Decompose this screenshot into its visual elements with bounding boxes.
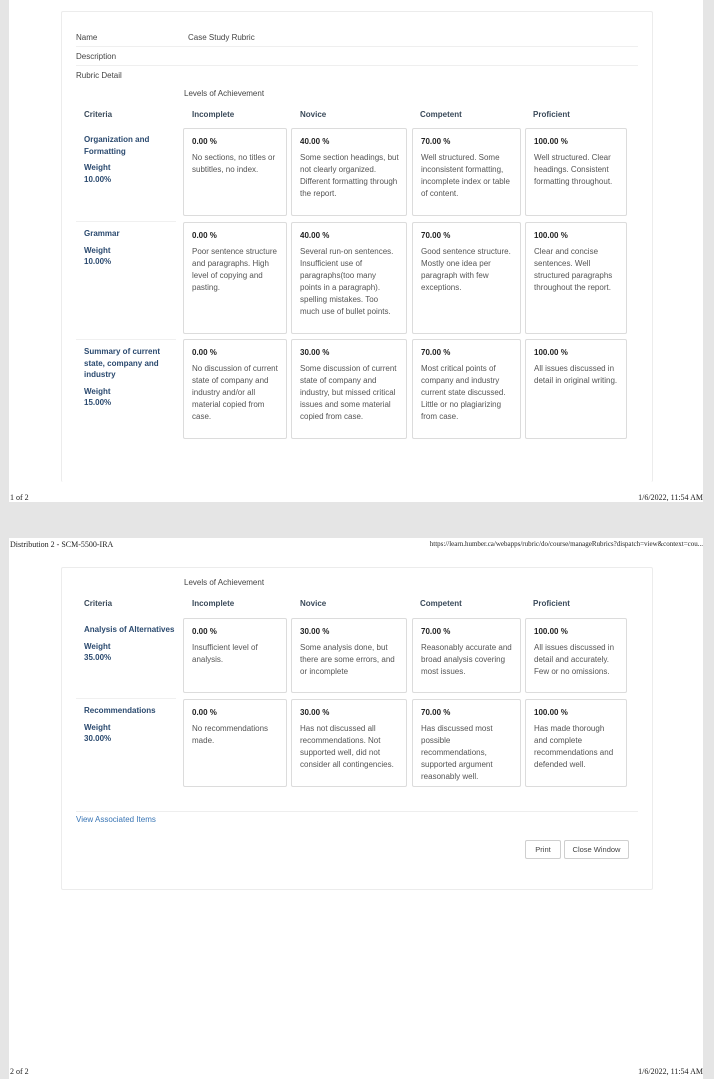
criterion-name: Organization and Formatting (84, 135, 150, 156)
cell-percent: 100.00 % (534, 137, 568, 146)
cell-description: Insufficient level of analysis. (192, 643, 258, 664)
close-window-button[interactable]: Close Window (564, 840, 629, 859)
header-proficient: Proficient (533, 110, 570, 119)
print-header-url: https://learn.humber.ca/webapps/rubric/do/course/manageRubrics?dispatch=view&context=cou... (429, 540, 703, 548)
print-button[interactable]: Print (525, 840, 561, 859)
weight-label: Weight (84, 386, 111, 396)
cell-percent: 30.00 % (300, 627, 330, 636)
rubric-cell (525, 339, 627, 439)
print-page-1 (9, 0, 703, 502)
rubric-cell (291, 618, 407, 693)
meta-label: Name (76, 33, 98, 42)
weight-label: Weight (84, 163, 111, 172)
view-associated-items-link[interactable]: View Associated Items (76, 815, 156, 824)
levels-of-achievement-label: Levels of Achievement (184, 578, 265, 587)
cell-percent: 70.00 % (421, 137, 451, 146)
cell-description: All issues discussed in detail and accurately. Few or no omissions. (534, 643, 615, 676)
rubric-cell (525, 128, 627, 216)
rubric-cell (183, 618, 287, 693)
meta-label: Description (76, 52, 117, 61)
weight-value: 35.00% (84, 653, 112, 662)
rubric-name: Case Study Rubric (188, 33, 255, 42)
cell-percent: 0.00 % (192, 348, 217, 357)
cell-percent: 100.00 % (534, 348, 568, 357)
cell-description: Several run-on sentences. Insufficient use of paragraphs(too many points in a paragraph). spelling mistakes. Too much use of bullet points. (300, 247, 394, 316)
rubric-cell (412, 222, 521, 334)
rubric-cell (412, 339, 521, 439)
cell-percent: 70.00 % (421, 348, 451, 357)
cell-description: Good sentence structure. Mostly one idea per paragraph with few exceptions. (421, 247, 511, 292)
row-divider (76, 339, 176, 340)
rubric-cell (412, 699, 521, 787)
weight-label: Weight (84, 245, 111, 255)
page-number: 1 of 2 (10, 493, 29, 502)
rubric-cell (183, 699, 287, 787)
cell-percent: 70.00 % (421, 231, 451, 240)
levels-of-achievement-label: Levels of Achievement (184, 89, 265, 98)
cell-percent: 40.00 % (300, 137, 330, 146)
cell-percent: 70.00 % (421, 627, 451, 636)
weight-value: 10.00% (84, 174, 112, 184)
cell-description: Most critical points of company and industry current state discussed. Little or no plagiarizing from case. (421, 364, 506, 421)
meta-row-description (76, 47, 638, 66)
cell-description: No recommendations made. (192, 724, 269, 745)
cell-percent: 0.00 % (192, 137, 217, 146)
rubric-cell (525, 699, 627, 787)
cell-percent: 30.00 % (300, 708, 330, 717)
rubric-cell (412, 618, 521, 693)
rubric-cell (183, 128, 287, 216)
weight-value: 10.00% (84, 257, 112, 266)
cell-description: Has discussed most possible recommendations, supported argument reasonably well. (421, 724, 493, 781)
rubric-cell (183, 222, 287, 334)
meta-label: Rubric Detail (76, 71, 122, 80)
weight-value: 15.00% (84, 398, 112, 407)
cell-description: Some discussion of current state of company and industry, but missed critical issues and some material copied from case. (300, 364, 397, 421)
cell-description: Reasonably accurate and broad analysis covering most issues. (421, 643, 512, 676)
page-number: 2 of 2 (10, 1067, 29, 1076)
cell-description: No sections, no titles or subtitles, no index. (192, 153, 276, 174)
print-page-2 (9, 538, 703, 1079)
header-competent: Competent (420, 110, 462, 119)
rubric-card (61, 11, 653, 482)
cell-description: No discussion of current state of company and industry and/or all material copied from case. (192, 364, 278, 421)
cell-description: Well structured. Clear headings. Consistent formatting throughout. (534, 153, 613, 186)
weight-label: Weight (84, 641, 111, 651)
cell-percent: 40.00 % (300, 231, 330, 240)
criterion-name: Grammar (84, 229, 120, 238)
cell-percent: 0.00 % (192, 708, 217, 717)
meta-row-name (76, 28, 638, 47)
rubric-cell (525, 618, 627, 693)
rubric-cell (291, 128, 407, 216)
criterion-name: Analysis of Alternatives (84, 625, 175, 634)
cell-percent: 100.00 % (534, 708, 568, 717)
print-timestamp: 1/6/2022, 11:54 AM (638, 1067, 703, 1076)
print-timestamp: 1/6/2022, 11:54 AM (638, 493, 703, 502)
criterion-grammar (84, 228, 176, 268)
rubric-cell (525, 222, 627, 334)
cell-percent: 70.00 % (421, 708, 451, 717)
cell-description: Poor sentence structure and paragraphs. High level of copying and pasting. (192, 247, 277, 292)
cell-description: Has not discussed all recommendations. Not supported well, did not consider all contingencies. (300, 724, 394, 769)
weight-label: Weight (84, 722, 111, 732)
divider (76, 811, 638, 812)
rubric-card (61, 567, 653, 890)
header-incomplete: Incomplete (192, 599, 235, 608)
criterion-summary (84, 346, 176, 409)
header-criteria: Criteria (84, 110, 113, 119)
header-proficient: Proficient (533, 599, 570, 608)
cell-description: Some analysis done, but there are some errors, and or incomplete (300, 643, 395, 676)
header-novice: Novice (300, 599, 327, 608)
cell-percent: 100.00 % (534, 231, 568, 240)
header-incomplete: Incomplete (192, 110, 235, 119)
cell-description: All issues discussed in detail in original writing. (534, 364, 618, 385)
rubric-cell (412, 128, 521, 216)
criterion-recommendations (84, 705, 176, 745)
cell-percent: 100.00 % (534, 627, 568, 636)
rubric-cell (291, 222, 407, 334)
rubric-cell (291, 699, 407, 787)
criterion-analysis (84, 624, 176, 664)
weight-value: 30.00% (84, 734, 112, 743)
criterion-organization (84, 134, 176, 185)
criterion-name: Recommendations (84, 706, 156, 715)
row-divider (76, 698, 176, 699)
cell-description: Well structured. Some inconsistent formatting, incomplete index or table of content. (421, 153, 510, 198)
row-divider (76, 221, 176, 222)
cell-percent: 0.00 % (192, 627, 217, 636)
cell-description: Has made thorough and complete recommendations and defended well. (534, 724, 614, 769)
cell-description: Clear and concise sentences. Well structured paragraphs throughout the report. (534, 247, 613, 292)
cell-percent: 30.00 % (300, 348, 330, 357)
header-novice: Novice (300, 110, 327, 119)
cell-description: Some section headings, but not clearly organized. Different formatting through the report. (300, 153, 399, 198)
print-header-title: Distribution 2 - SCM-5500-IRA (10, 540, 114, 549)
meta-row-detail (76, 66, 638, 84)
header-competent: Competent (420, 599, 462, 608)
cell-percent: 0.00 % (192, 231, 217, 240)
header-criteria: Criteria (84, 599, 113, 608)
criterion-name: Summary of current state, company and industry (84, 347, 161, 379)
rubric-cell (291, 339, 407, 439)
rubric-cell (183, 339, 287, 439)
